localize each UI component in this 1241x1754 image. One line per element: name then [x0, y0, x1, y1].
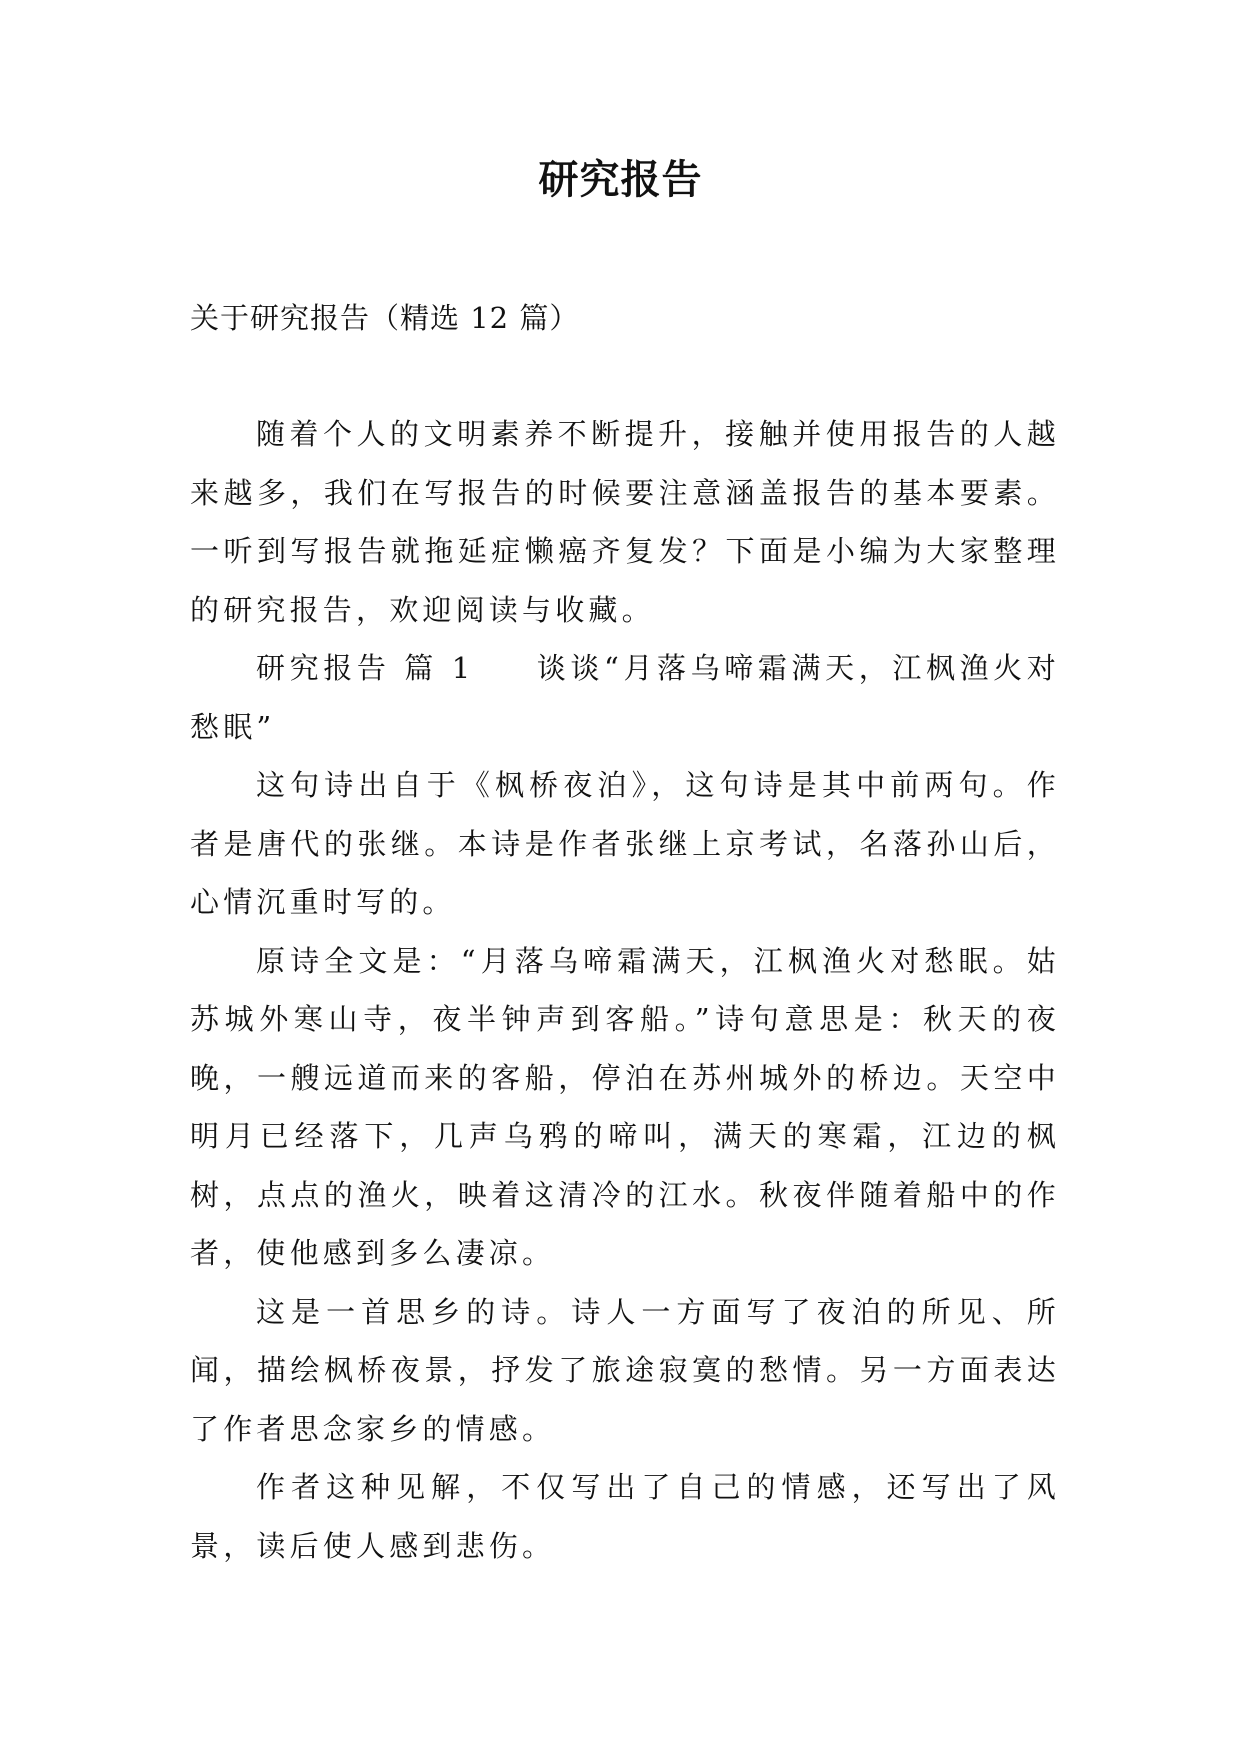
- section-heading: [190, 639, 1060, 756]
- body-paragraph: 作者这种见解，不仅写出了自己的情感，还写出了风景，读后使人感到悲伤。: [190, 1470, 1060, 1563]
- body-paragraph: 这句诗出自于《枫桥夜泊》，这句诗是其中前两句。作者是唐代的张继。本诗是作者张继上京考试，名落孙山后，心情沉重时写的。: [190, 768, 1060, 919]
- section-topic: 谈谈“月落乌啼霜满天，江枫渔火对愁眠”: [190, 651, 1060, 744]
- body-paragraph: 这是一首思乡的诗。诗人一方面写了夜泊的所见、所闻，描绘枫桥夜景，抒发了旅途寂寞的愁情。另一方面表达了作者思念家乡的情感。: [190, 1294, 1060, 1446]
- body-paragraph: 原诗全文是：“月落乌啼霜满天，江枫渔火对愁眠。姑苏城外寒山寺，夜半钟声到客船。”诗句意思是：秋天的夜晚，一艘远道而来的客船，停泊在苏州城外的桥边。天空中明月已经落下，几声乌鸦的啼叫，满天的寒霜，江边的枫树，点点的渔火，映着这清冷的江水。秋夜伴随着船中的作者，使他感到多么凄凉。: [190, 943, 1060, 1270]
- document-title: 研究报告: [538, 156, 703, 203]
- document-body: [190, 405, 1060, 1575]
- document-subtitle: 关于研究报告（精选 12 篇）: [190, 301, 580, 335]
- intro-paragraph: 随着个人的文明素养不断提升，接触并使用报告的人越来越多，我们在写报告的时候要注意涵盖报告的基本要素。一听到写报告就拖延症懒癌齐复发？下面是小编为大家整理的研究报告，欢迎阅读与收藏。: [190, 417, 1060, 627]
- section-label: 研究报告 篇 1: [256, 651, 475, 685]
